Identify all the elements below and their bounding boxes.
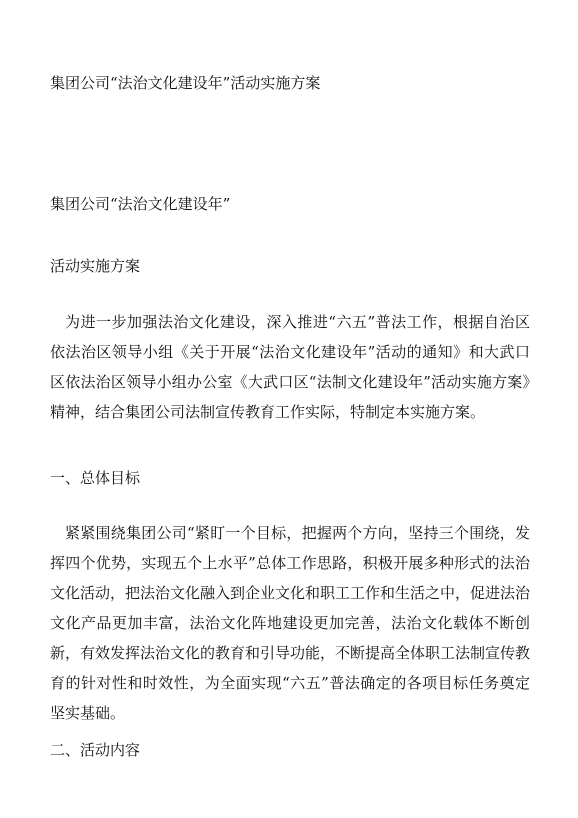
intro-paragraph: 为进一步加强法治文化建设，深入推进“六五”普法工作，根据自治区依法治区领导小组《关于开展“法治文化建设年”活动的通知》和大武口区依法治区领导小组办公室《大武口区“法制文化建设年”活动实施方案》精神，结合集团公司法制宣传教育工作实际，特制定本实施方案。 bbox=[50, 313, 530, 421]
overall-goal-paragraph: 紧紧围绕集团公司“紧盯一个目标，把握两个方向，坚持三个围绕，发挥四个优势，实现五个上水平”总体工作思路，积极开展多种形式的法治文化活动，把法治文化融入到企业文化和职工工作和生活之中，促进法治文化产品更加丰富，法治文化阵地建设更加完善，法治文化载体不断创新，有效发挥法治文化的教育和引导功能，不断提高全体职工法制宣传教育的针对性和时效性，为全面实现“六五”普法确定的各项目标任务奠定坚实基础。 bbox=[50, 524, 531, 722]
section-heading-activity-content: 二、活动内容 bbox=[50, 741, 141, 759]
section-heading-overall-goal: 一、总体目标 bbox=[50, 469, 141, 487]
document-subtitle-line-1: 集团公司“法治文化建设年” bbox=[50, 195, 231, 213]
document-title: 集团公司“法治文化建设年”活动实施方案 bbox=[50, 74, 321, 92]
document-subtitle-line-2: 活动实施方案 bbox=[50, 257, 141, 275]
